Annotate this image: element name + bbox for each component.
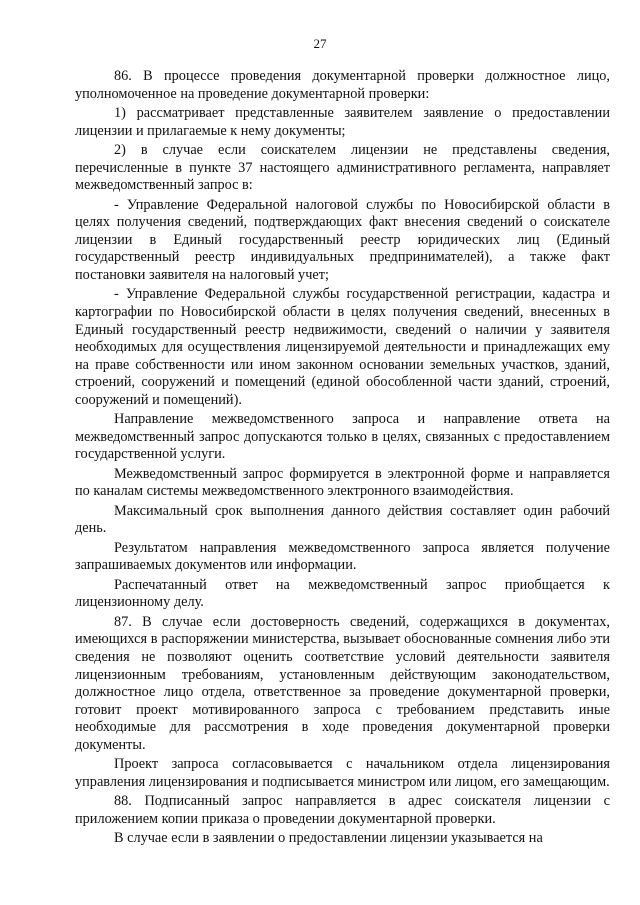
paragraph: 1) рассматривает представленные заявителем заявление о предоставлении лицензии и прилагаемые к нему документы; xyxy=(75,104,610,139)
paragraph: Результатом направления межведомственного запроса является получение запрашиваемых документов или информации. xyxy=(75,539,610,574)
paragraph: Межведомственный запрос формируется в электронной форме и направляется по каналам системы межведомственного электронного взаимодействия. xyxy=(75,465,610,500)
paragraph: 2) в случае если соискателем лицензии не представлены сведения, перечисленные в пункте 37 настоящего административного регламента, направляет межведомственный запрос в: xyxy=(75,141,610,194)
paragraph: Проект запроса согласовывается с начальником отдела лицензирования управления лицензирования и подписывается министром или лицом, его замещающим. xyxy=(75,756,610,790)
paragraph: - Управление Федеральной службы государственной регистрации, кадастра и картографии по Новосибирской области в целях получения сведений, внесенных в Единый государственный реестр недвижимости, сведений о наличии у заявителя необходимых для осуществления лицензируемой деятельности и принадлежащих ему на праве собственности или ином законном основании земельных участков, зданий, строений, сооружений и помещений (единой обособленной части зданий, строений, сооружений и помещений). xyxy=(75,286,610,408)
paragraph: Максимальный срок выполнения данного действия составляет один рабочий день. xyxy=(75,502,610,537)
paragraph: 86. В процессе проведения документарной проверки должностное лицо, уполномоченное на проведение документарной проверки: xyxy=(75,68,610,102)
paragraph: Направление межведомственного запроса и направление ответа на межведомственный запрос допускаются только в целях, связанных с предоставлением государственной услуги. xyxy=(75,411,610,463)
paragraph: - Управление Федеральной налоговой службы по Новосибирской области в целях получения сведений, подтверждающих факт внесения сведений о соискателе лицензии в Единый государственный реестр юридических лиц (Единый государственный реестр индивидуальных предпринимателей), а также факт постановки заявителя на налоговый учет; xyxy=(75,196,610,283)
document-body xyxy=(75,68,610,848)
paragraph: 87. В случае если достоверность сведений, содержащихся в документах, имеющихся в распоряжении министерства, вызывает обоснованные сомнения либо эти сведения не позволяют оценить соответствие условий деятельности заявителя лицензионным требованиям, установленным действующим законодательством, должностное лицо отдела, ответственное за проведение документарной проверки, готовит проект мотивированного запроса с требованием представить иные необходимые для рассмотрения в ходе проведения документарной проверки документы. xyxy=(75,613,610,753)
page-number: 27 xyxy=(313,36,327,51)
paragraph: В случае если в заявлении о предоставлении лицензии указывается на xyxy=(114,830,543,847)
paragraph: 88. Подписанный запрос направляется в адрес соискателя лицензии с приложением копии приказа о проведении документарной проверки. xyxy=(75,793,610,827)
paragraph: Распечатанный ответ на межведомственный запрос приобщается к лицензионному делу. xyxy=(75,576,610,611)
